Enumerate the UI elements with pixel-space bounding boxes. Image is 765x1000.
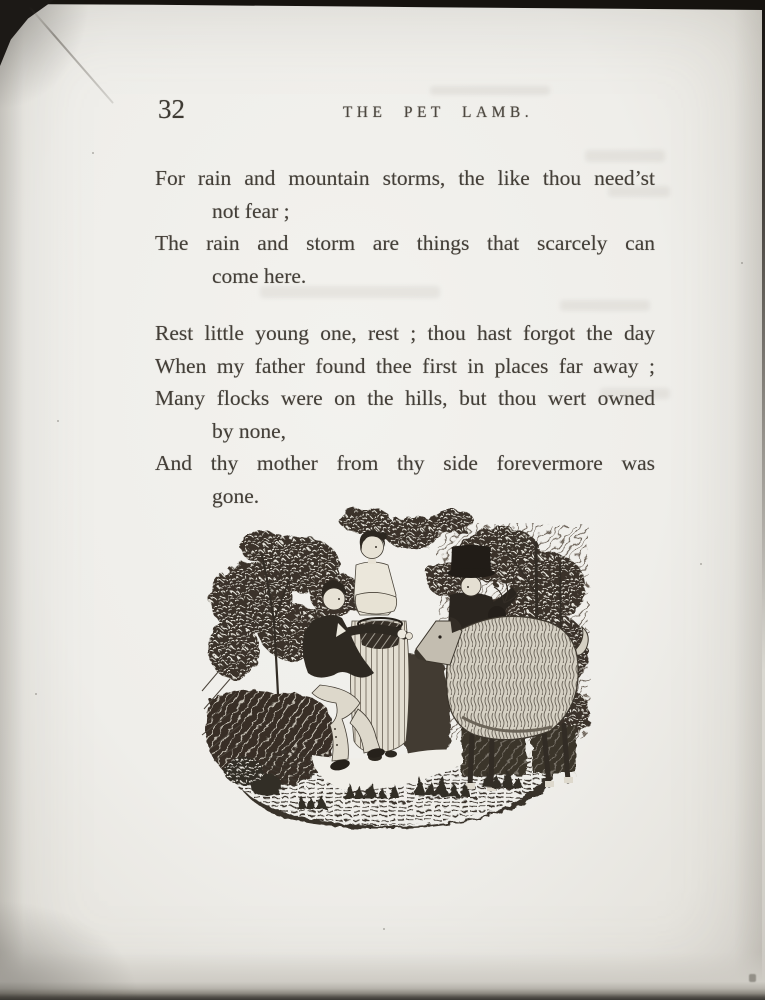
poem-line: by none, [212,418,287,443]
show-through-smudge [600,388,670,399]
poem-line: gone. [212,483,260,508]
poem-line: And thy mother from thy side forevermore was [155,451,655,475]
running-header-title: THE PET LAMB. [342,104,534,121]
left-page-shading [0,0,24,1000]
signature-mark [749,974,756,982]
paper-speck [35,693,37,695]
bottom-left-corner-shadow [0,900,140,1000]
stanza [155,162,655,292]
pet-lamb-engraving-illustration [200,503,592,837]
poem-line: Rest little young one, rest ; thou hast forgot the day [155,321,655,345]
poem-line: For rain and mountain storms, the like thou need’st [155,166,655,190]
paper-speck [92,152,94,154]
show-through-smudge [560,300,650,311]
show-through-smudge [585,150,665,162]
poem-line: When my father found thee first in places far away ; [155,353,655,378]
poem-line: not fear ; [212,198,290,223]
poem-line: Many flocks were on the hills, but thou wert owned [155,386,655,410]
show-through-smudge [260,286,440,298]
paper-speck [700,563,702,565]
paper-speck [383,928,385,930]
stanza [155,317,655,512]
poem [155,162,655,512]
poem-line: come here. [212,263,307,288]
show-through-smudge [608,186,670,197]
paper-speck [57,420,59,422]
poem-line: The rain and storm are things that scarcely can [155,231,655,255]
illustration-container [200,503,592,837]
right-page-curve-shading [734,0,762,1000]
page-number: 32 [158,94,185,124]
show-through-smudge [430,86,550,95]
top-scan-border [0,0,765,10]
